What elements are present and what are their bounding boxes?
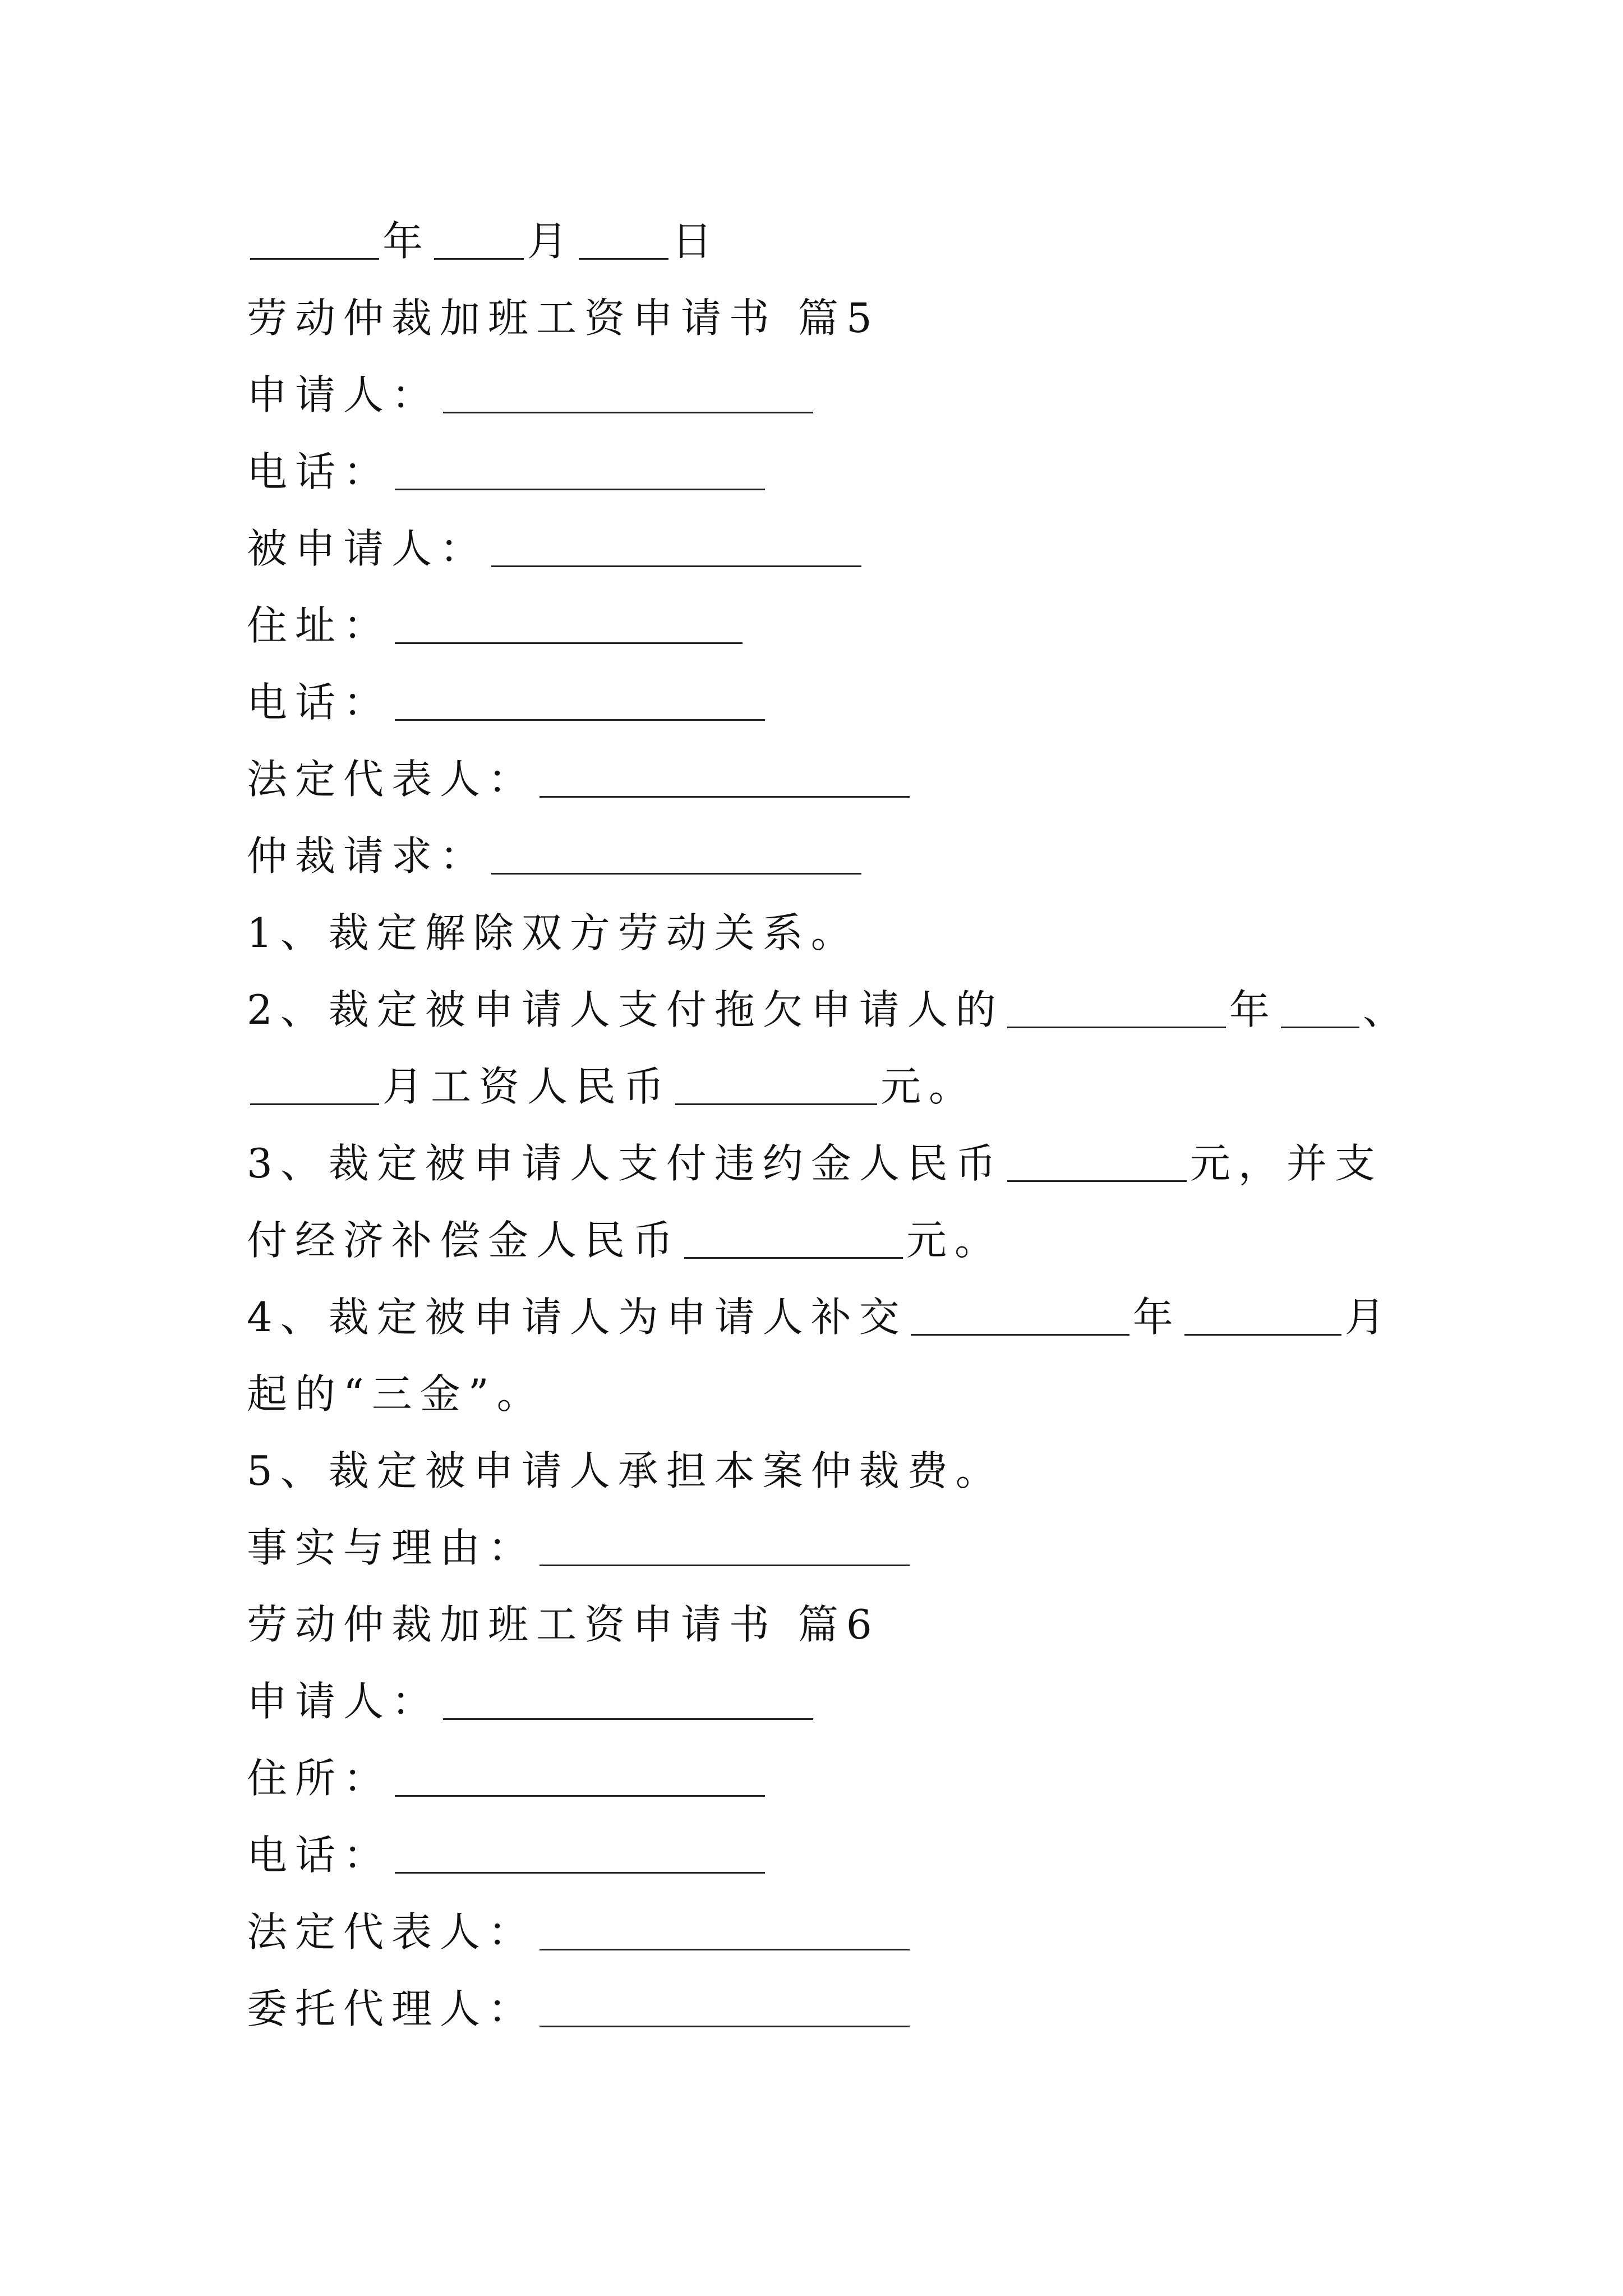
claim-item-4-cont: 起的“三金”。 — [247, 1370, 545, 1418]
legal-rep-blank[interactable] — [540, 756, 910, 798]
applicant-label: 申请人： — [247, 371, 440, 418]
claim-item-4-month-blank[interactable] — [1184, 1294, 1341, 1336]
legal-rep-field — [247, 746, 1396, 813]
claim-item-2-text-c: 、 — [1362, 986, 1411, 1033]
day-blank[interactable] — [579, 218, 668, 260]
s6-agent-field — [247, 1975, 1396, 2042]
phone-blank-2[interactable] — [395, 679, 765, 721]
claims-field — [247, 822, 1396, 890]
section5-title: 劳动仲裁加班工资申请书 篇5 — [247, 295, 880, 342]
phone-field — [247, 438, 1396, 505]
claim-item-3-text-c: 付经济补偿金人民币 — [247, 1217, 681, 1264]
applicant-field — [247, 361, 1396, 429]
s6-phone-label: 电话： — [247, 1832, 392, 1879]
claim-item-5: 5、裁定被申请人承担本案仲裁费。 — [247, 1447, 1004, 1494]
applicant-blank[interactable] — [443, 371, 813, 413]
address-field — [247, 592, 1396, 659]
claim-item-4-text-c: 月 — [1344, 1294, 1393, 1341]
claim-item-2-month-blank[interactable] — [1281, 986, 1359, 1028]
claim-item-2 — [247, 976, 1411, 1043]
address-blank[interactable] — [395, 602, 743, 644]
month-blank[interactable] — [434, 218, 524, 260]
date-line — [247, 208, 1396, 275]
phone-label: 电话： — [247, 448, 392, 495]
respondent-field — [247, 515, 1396, 582]
facts-blank[interactable] — [540, 1524, 910, 1566]
claim-item-2-text-b: 年 — [1229, 986, 1278, 1033]
s6-residence-blank[interactable] — [395, 1755, 765, 1797]
month-label: 月 — [527, 218, 576, 265]
year-label: 年 — [382, 218, 431, 265]
day-label: 日 — [672, 218, 721, 265]
claim-item-3-text-a: 3、裁定被申请人支付违约金人民币 — [247, 1140, 1004, 1187]
claims-blank[interactable] — [491, 832, 861, 875]
claim-item-2-year-blank[interactable] — [1007, 986, 1226, 1028]
phone-field-2 — [247, 669, 1396, 736]
s6-legal-rep-blank[interactable] — [540, 1908, 910, 1950]
claim-item-4-year-blank[interactable] — [911, 1294, 1129, 1336]
s6-agent-label: 委托代理人： — [247, 1985, 537, 2032]
claim-item-3-text-b: 元，并支 — [1189, 1140, 1383, 1187]
claim-item-4-text-b: 年 — [1132, 1294, 1181, 1341]
claim-item-3-cont — [247, 1207, 1396, 1274]
claim-item-2-amount-blank[interactable] — [675, 1063, 877, 1105]
s6-phone-field — [247, 1821, 1396, 1889]
section6-title: 劳动仲裁加班工资申请书 篇6 — [247, 1601, 880, 1648]
claim-item-2-month2-blank[interactable] — [250, 1063, 379, 1105]
s6-applicant-label: 申请人： — [247, 1678, 440, 1725]
s6-phone-blank[interactable] — [395, 1832, 765, 1874]
phone-label-2: 电话： — [247, 679, 392, 726]
facts-field — [247, 1514, 1396, 1581]
s6-residence-label: 住所： — [247, 1755, 392, 1802]
legal-rep-label: 法定代表人： — [247, 756, 537, 803]
claim-item-2-text-e: 元。 — [880, 1063, 978, 1110]
claim-item-4 — [247, 1283, 1396, 1351]
s6-applicant-blank[interactable] — [443, 1678, 813, 1720]
address-label: 住址： — [247, 602, 392, 649]
claim-item-2-text-a: 2、裁定被申请人支付拖欠申请人的 — [247, 986, 1004, 1033]
claim-item-1: 1、裁定解除双方劳动关系。 — [247, 909, 859, 956]
claim-item-3-penalty-blank[interactable] — [1007, 1140, 1187, 1182]
claim-item-3-text-d: 元。 — [906, 1217, 1003, 1264]
respondent-blank[interactable] — [491, 525, 861, 567]
s6-legal-rep-label: 法定代表人： — [247, 1908, 537, 1955]
claim-item-3-compensation-blank[interactable] — [684, 1217, 903, 1259]
claims-label: 仲裁请求： — [247, 832, 488, 880]
claim-item-2-cont — [247, 1053, 1396, 1120]
s6-agent-blank[interactable] — [540, 1985, 910, 2027]
claim-item-2-text-d: 月工资人民币 — [382, 1063, 672, 1110]
claim-item-3 — [247, 1130, 1396, 1197]
year-blank[interactable] — [250, 218, 379, 260]
s6-residence-field — [247, 1745, 1396, 1812]
s6-applicant-field — [247, 1668, 1396, 1735]
respondent-label: 被申请人： — [247, 525, 488, 572]
s6-legal-rep-field — [247, 1898, 1396, 1966]
claim-item-4-text-a: 4、裁定被申请人为申请人补交 — [247, 1294, 907, 1341]
facts-label: 事实与理由： — [247, 1524, 537, 1571]
phone-blank[interactable] — [395, 448, 765, 490]
